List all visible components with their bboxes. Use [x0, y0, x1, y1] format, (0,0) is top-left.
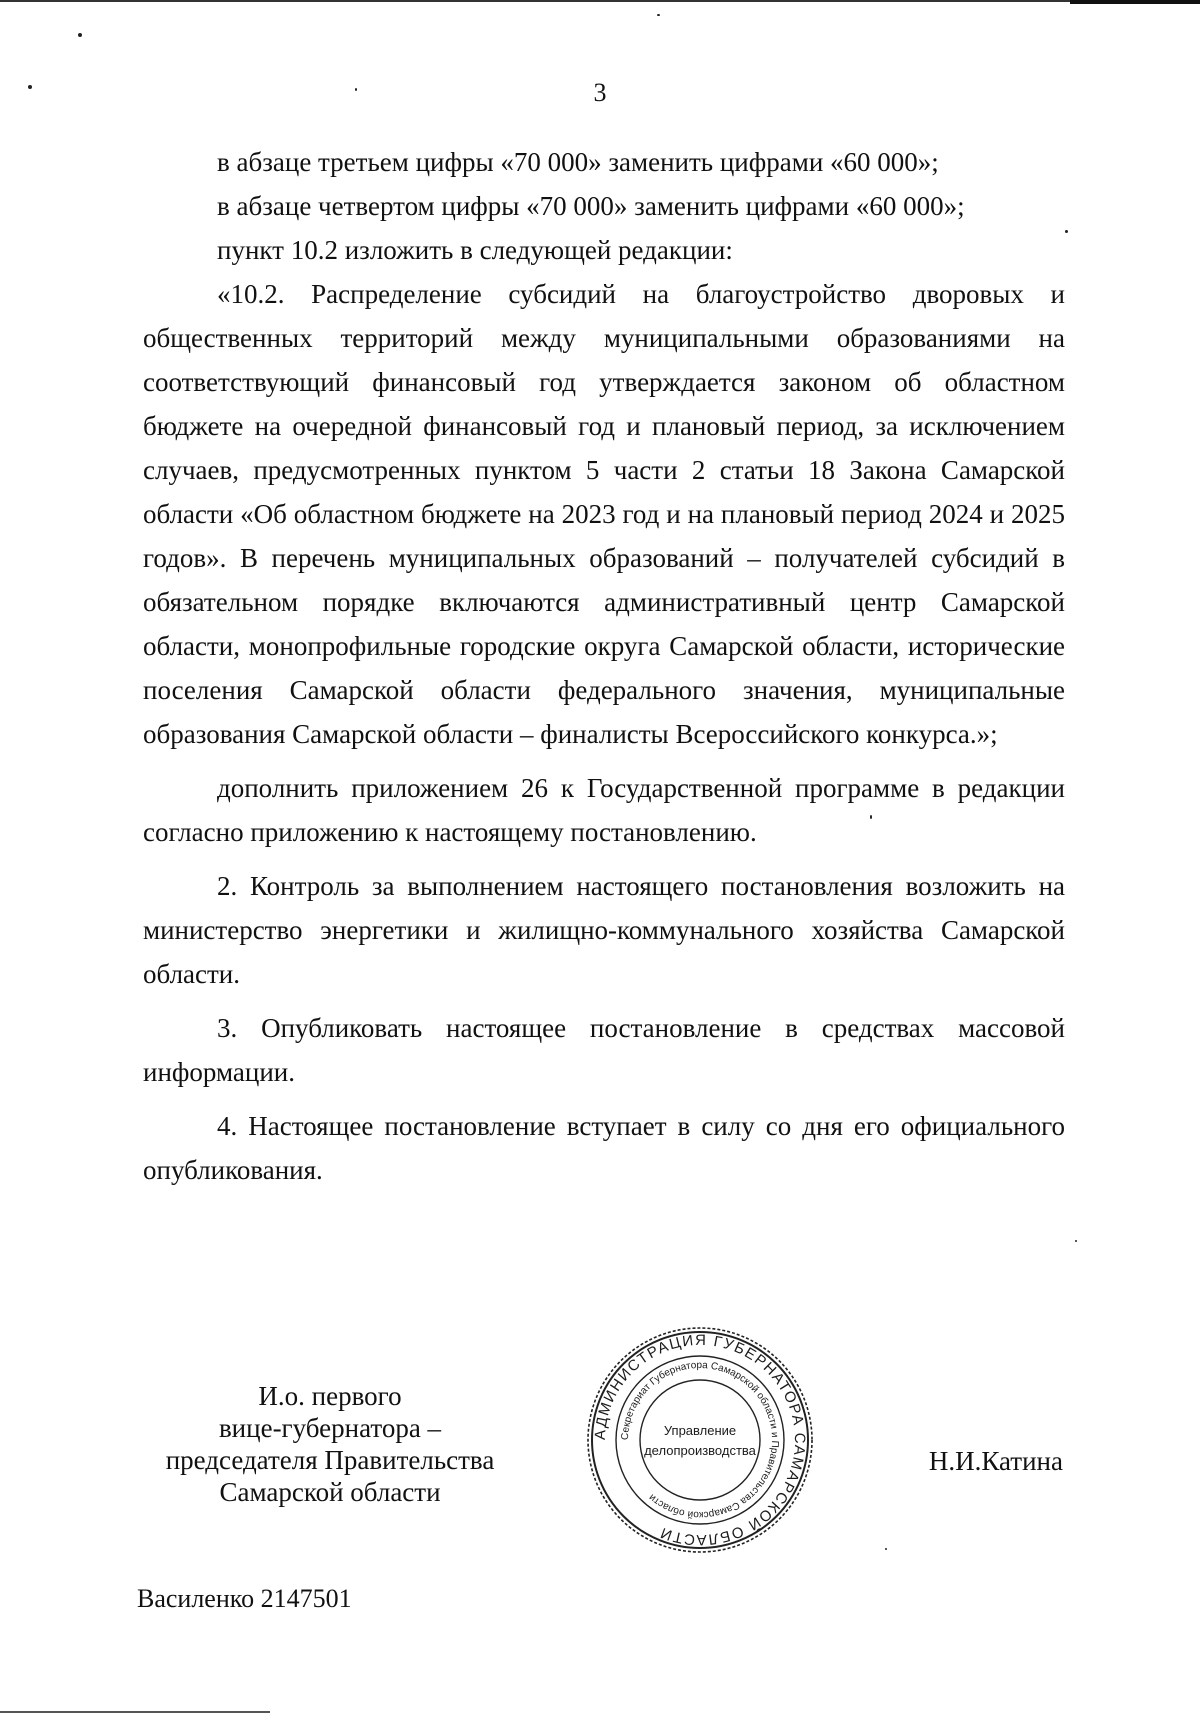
- stamp-outer-ring-text: АДМИНИСТРАЦИЯ ГУБЕРНАТОРА САМАРСКОЙ ОБЛАСТИ: [591, 1331, 809, 1549]
- signatory-title-line: председателя Правительства: [165, 1445, 495, 1475]
- paragraph-item-10-2-intro: пункт 10.2 изложить в следующей редакции:: [217, 235, 733, 265]
- scan-border-bottom: [0, 1711, 270, 1713]
- paragraph-publish: 3. Опубликовать настоящее постановление в средствах массовой информации.: [143, 1013, 1065, 1087]
- paragraph-control: 2. Контроль за выполнением настоящего постановления возложить на министерство энергетики и жилищно-коммунального хозяйства Самарской области.: [143, 871, 1065, 989]
- signatory-title-line: вице-губернатора –: [218, 1413, 442, 1443]
- scan-speck: [657, 14, 660, 16]
- svg-text:Секретариат Губернатора Самарс: [620, 1360, 780, 1520]
- signatory-name: Н.И.Катина: [928, 1446, 1063, 1476]
- scan-speck: [78, 33, 82, 37]
- scan-border-top-right: [1070, 0, 1200, 4]
- paragraph-amend-third: в абзаце третьем цифры «70 000» заменить цифрами «60 000»;: [217, 147, 939, 177]
- stamp-inner-ring-text: Секретариат Губернатора Самарской области и Правительства Самарской области: [619, 1359, 781, 1521]
- paragraph-item-10-2-text: «10.2. Распределение субсидий на благоустройство дворовых и общественных территорий между муниципальными образованиями на соответствующий финансовый год утверждается законом об областном бюджете на очередной финансовый год и плановый период, за исключением случаев, предусмотренных пунктом 5 части 2 статьи 18 Закона Самарской области «Об областном бюджете на 2023 год и на плановый период 2024 и 2025 годов». В перечень муниципальных образований – получателей субсидий в обязательном порядке включаются административный центр Самарской области, монопрофильные городские округа Самарской области, исторические поселения Самарской области федерального значения, муниципальные образования Самарской области – финалисты Всероссийского конкурса.»;: [143, 279, 1065, 749]
- page-number: 3: [593, 78, 607, 107]
- scan-speck: [1075, 1240, 1077, 1242]
- signatory-title-line: И.о. первого: [258, 1381, 402, 1411]
- official-seal-stamp: [585, 1325, 815, 1555]
- executor-name-phone: Василенко 2147501: [137, 1584, 352, 1613]
- scan-speck: [355, 88, 357, 91]
- paragraph-effective: 4. Настоящее постановление вступает в силу со дня его официального опубликования.: [143, 1111, 1065, 1185]
- paragraph-amend-fourth: в абзаце четвертом цифры «70 000» заменить цифрами «60 000»;: [217, 191, 965, 221]
- stamp-center-line: Управление: [663, 1423, 737, 1438]
- scan-speck: [28, 85, 32, 89]
- scan-border-top: [0, 0, 1200, 2]
- scan-speck: [885, 1548, 887, 1550]
- signatory-title: [140, 1380, 520, 1508]
- stamp-center-line: делопроизводства: [644, 1443, 756, 1458]
- paragraph-appendix-26: дополнить приложением 26 к Государственной программе в редакции согласно приложению к настоящему постановлению.: [143, 773, 1065, 847]
- document-body: [143, 140, 1065, 1192]
- scan-speck: [1065, 230, 1068, 233]
- scan-speck: [870, 815, 872, 819]
- signatory-title-line: Самарской области: [219, 1477, 441, 1507]
